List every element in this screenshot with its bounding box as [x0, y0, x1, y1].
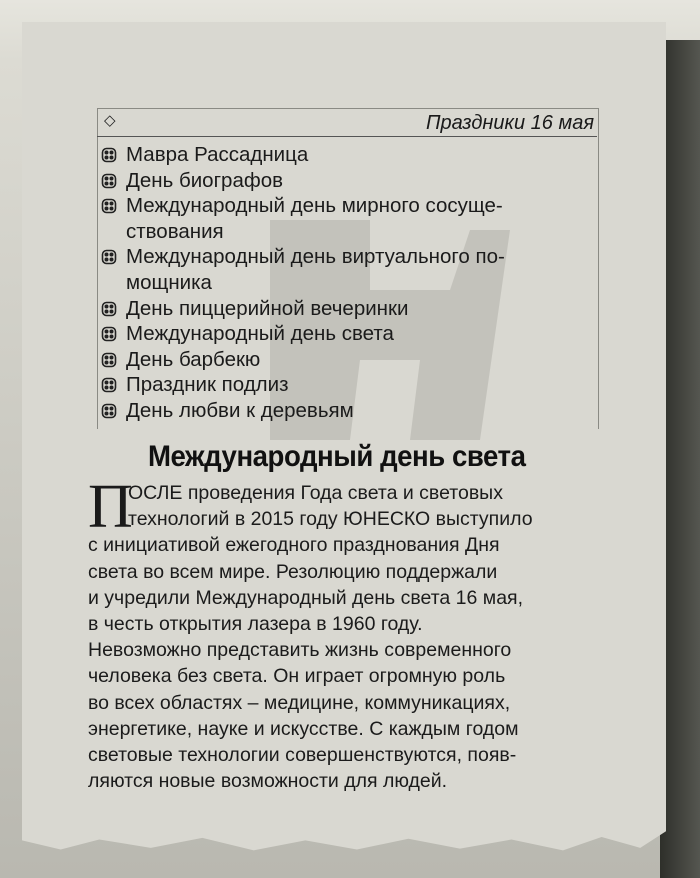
flower-bullet-icon — [101, 198, 117, 214]
holiday-label: День биографов — [126, 168, 284, 192]
holiday-item — [100, 296, 595, 322]
holiday-item — [100, 347, 595, 373]
drop-cap: П — [88, 473, 133, 541]
article-line: ОСЛЕ проведения Года света и световых — [128, 482, 503, 504]
article-line: с инициативой ежегодного празднования Дня — [88, 534, 500, 557]
holiday-label: Международный день света — [126, 322, 394, 346]
holiday-label: День любви к деревьям — [126, 398, 354, 422]
holiday-item — [100, 193, 595, 219]
article-line: во всех областях – медицине, коммуникациях, — [88, 691, 511, 714]
article-line: света во всем мире. Резолюцию поддержали — [88, 560, 498, 583]
holiday-item — [100, 168, 595, 194]
holiday-item — [100, 398, 595, 424]
flower-bullet-icon — [101, 147, 117, 163]
holiday-label: Международный день мирного сосуще- — [126, 194, 503, 218]
holiday-list — [100, 142, 595, 424]
flower-bullet-icon — [101, 173, 117, 189]
article-line: световые технологии совершенствуются, появ- — [88, 744, 517, 767]
article-line: Невозможно представить жизнь современного — [88, 639, 512, 662]
holiday-label: День барбекю — [126, 347, 261, 371]
holiday-label: День пиццерийной вечеринки — [126, 296, 409, 320]
holiday-item — [100, 244, 595, 270]
paper-shadow — [660, 40, 700, 878]
article-line: энергетике, науке и искусстве. С каждым годом — [88, 717, 519, 740]
flower-bullet-icon — [101, 249, 117, 265]
holiday-label: Мавра Рассадница — [126, 143, 309, 166]
article-body — [88, 480, 596, 794]
article-line: человека без света. Он играет огромную роль — [88, 665, 506, 688]
article-line: технологий в 2015 году ЮНЕСКО выступило — [128, 508, 533, 531]
holiday-label: Праздник подлиз — [126, 373, 289, 397]
flower-bullet-icon — [101, 403, 117, 419]
header-rule — [97, 136, 597, 137]
holiday-label: ствования — [126, 219, 224, 243]
flower-bullet-icon — [101, 326, 117, 342]
holiday-item — [100, 270, 595, 296]
flower-bullet-icon — [101, 352, 117, 368]
holiday-date-title: Праздники 16 мая — [426, 112, 594, 134]
holiday-label: мощника — [126, 270, 212, 294]
article-line: в честь открытия лазера в 1960 году. — [88, 613, 423, 636]
article-line: и учредили Международный день света 16 мая, — [88, 586, 524, 609]
holiday-label: Международный день виртуального по- — [126, 245, 505, 269]
flower-bullet-icon — [101, 301, 117, 317]
holiday-item — [100, 321, 595, 347]
holiday-item — [100, 142, 595, 168]
flower-bullet-icon — [101, 377, 117, 393]
holiday-item — [100, 372, 595, 398]
article-line: ляются новые возможности для людей. — [88, 770, 448, 793]
article-title: Международный день света — [148, 440, 526, 473]
diamond-icon: ◇ — [104, 111, 116, 129]
holiday-item — [100, 219, 595, 245]
